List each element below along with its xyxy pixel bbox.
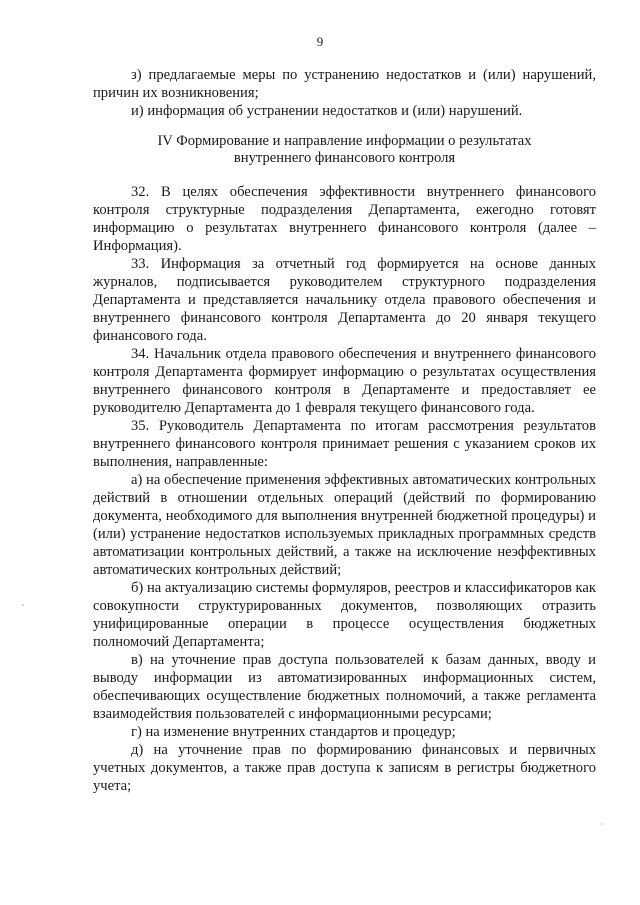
section-heading-line: IV Формирование и направление информации о результатах — [157, 133, 532, 149]
subitem-b: б) на актуализацию системы формуляров, реестров и классификаторов как совокупности структурированных документов, позволяющих отразить унифицированные операции в процессе осуществления бюджетных полномочий Департамента; — [93, 580, 596, 650]
top-list — [93, 66, 596, 120]
section-heading — [93, 133, 596, 167]
subitem-a: а) на обеспечение применения эффективных автоматических контрольных действий в отношении отдельных операций (действий по формированию документа, необходимого для выполнения внутренней бюджетной процедуры) и (или) устранение недостатков используемых прикладных программных средств автоматизации контрольных действий, а также на исключение неэффективных автоматических контрольных действий; — [93, 472, 596, 578]
scan-speck — [601, 823, 603, 825]
paragraph-32: 32. В целях обеспечения эффективности внутреннего финансового контроля структурные подразделения Департамента, ежегодно готовят информацию о результатах внутреннего финансового контроля (далее – Информация). — [93, 184, 596, 254]
paragraph-34: 34. Начальник отдела правового обеспечения и внутреннего финансового контроля Департамента формирует информацию о результатах осуществления внутреннего финансового контроля в Департаменте и предоставляет ее руководителю Департамента до 1 февраля текущего финансового года. — [93, 346, 596, 416]
list-item: и) информация об устранении недостатков и (или) нарушений. — [131, 103, 523, 119]
subitem-v: в) на уточнение прав доступа пользователей к базам данных, вводу и выводу информации из автоматизированных информационных систем, обеспечивающих осуществление бюджетных полномочий, а также регламента взаимодействия пользователей с информационными ресурсами; — [93, 652, 596, 722]
paragraph-35: 35. Руководитель Департамента по итогам рассмотрения результатов внутреннего финансового контроля принимает решения с указанием сроков их выполнения, направленные: — [93, 418, 596, 470]
section-body — [93, 183, 596, 795]
subitem-d: д) на уточнение прав по формированию финансовых и первичных учетных документов, а также прав доступа к записям в регистры бюджетного учета; — [93, 742, 596, 794]
list-item: з) предлагаемые меры по устранению недостатков и (или) нарушений, причин их возникновения; — [93, 67, 596, 101]
section-heading-line: внутреннего финансового контроля — [233, 150, 456, 166]
scan-speck — [22, 604, 24, 606]
subitem-g: г) на изменение внутренних стандартов и процедур; — [131, 724, 456, 740]
paragraph-33: 33. Информация за отчетный год формируется на основе данных журналов, подписывается руководителем структурного подразделения Департамента и представляется начальнику отдела правового обеспечения и внутреннего финансового контроля Департамента до 20 января текущего финансового года. — [93, 256, 596, 344]
page-number: 9 — [316, 34, 324, 49]
